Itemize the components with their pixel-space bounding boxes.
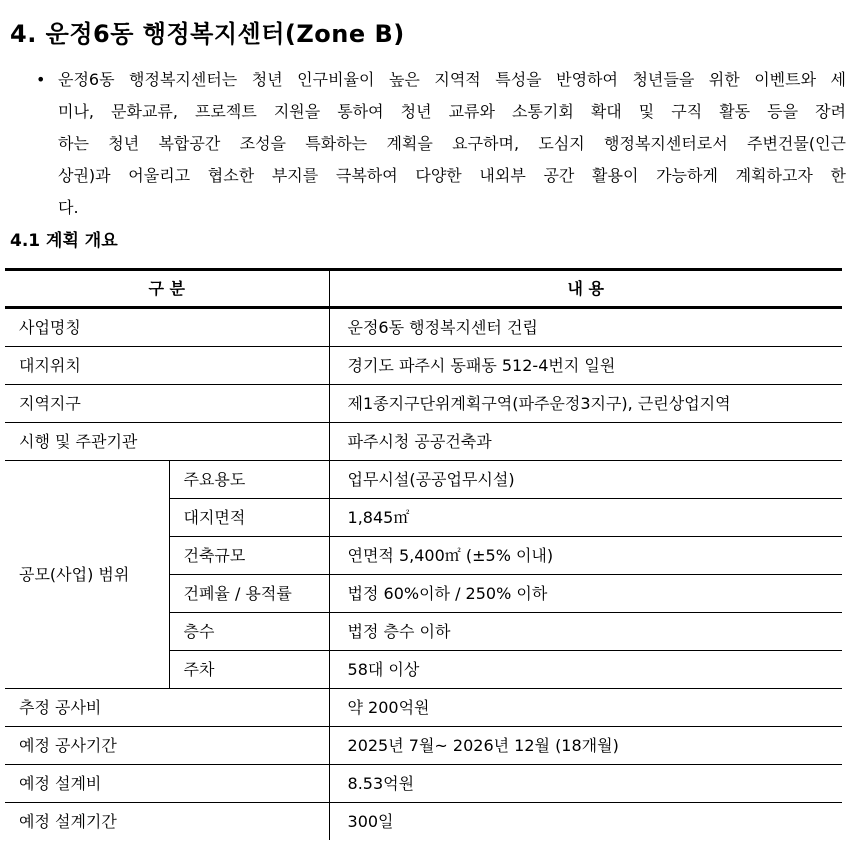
table-header-row (5, 270, 842, 308)
row-label: 예정 설계기간 (5, 803, 329, 841)
plan-overview-table (5, 268, 842, 840)
table-row (5, 423, 842, 461)
row-value: 8.53억원 (329, 765, 842, 803)
row-value: 파주시청 공공건축과 (329, 423, 842, 461)
row-value: 300일 (329, 803, 842, 841)
scope-label: 공모(사업) 범위 (5, 461, 169, 689)
row-sublabel: 주차 (169, 651, 329, 689)
table-row (5, 765, 842, 803)
header-content: 내 용 (329, 270, 842, 308)
row-value: 업무시설(공공업무시설) (329, 461, 842, 499)
row-sublabel: 층수 (169, 613, 329, 651)
paragraph-line: 미나, 문화교류, 프로젝트 지원을 통하여 청년 교류와 소통기회 확대 및 구직 활동 등을 장려 (58, 102, 846, 121)
row-label: 예정 공사기간 (5, 727, 329, 765)
subsection-title: 4.1 계획 개요 (10, 231, 118, 251)
row-label: 예정 설계비 (5, 765, 329, 803)
table-row (5, 727, 842, 765)
row-value: 제1종지구단위계획구역(파주운정3지구), 근린상업지역 (329, 385, 842, 423)
row-value: 법정 60%이하 / 250% 이하 (329, 575, 842, 613)
row-value: 1,845㎡ (329, 499, 842, 537)
section-title: 4. 운정6동 행정복지센터(Zone B) (10, 20, 405, 48)
row-sublabel: 대지면적 (169, 499, 329, 537)
table-row (5, 347, 842, 385)
row-label: 시행 및 주관기관 (5, 423, 329, 461)
row-label: 대지위치 (5, 347, 329, 385)
row-label: 추정 공사비 (5, 689, 329, 727)
table-row (5, 803, 842, 841)
row-value: 경기도 파주시 동패동 512-4번지 일원 (329, 347, 842, 385)
header-category: 구 분 (5, 270, 329, 308)
row-label: 지역지구 (5, 385, 329, 423)
row-sublabel: 건폐율 / 용적률 (169, 575, 329, 613)
table-row (5, 689, 842, 727)
bullet-dot-icon: • (36, 70, 46, 89)
row-value: 2025년 7월~ 2026년 12월 (18개월) (329, 727, 842, 765)
row-value: 연면적 5,400㎡ (±5% 이내) (329, 537, 842, 575)
bullet-paragraph (58, 64, 846, 224)
paragraph-line: 운정6동 행정복지센터는 청년 인구비율이 높은 지역적 특성을 반영하여 청년들을 위한 이벤트와 세 (58, 70, 846, 89)
row-value: 58대 이상 (329, 651, 842, 689)
row-sublabel: 주요용도 (169, 461, 329, 499)
table-row (5, 461, 842, 499)
row-value: 운정6동 행정복지센터 건립 (329, 308, 842, 347)
paragraph-line: 상권)과 어울리고 협소한 부지를 극복하여 다양한 내외부 공간 활용이 가능하게 계획하고자 한 (58, 166, 846, 185)
row-value: 법정 층수 이하 (329, 613, 842, 651)
table-row (5, 385, 842, 423)
paragraph-line: 다. (58, 198, 79, 217)
table-row (5, 308, 842, 347)
row-sublabel: 건축규모 (169, 537, 329, 575)
row-label: 사업명칭 (5, 308, 329, 347)
row-value: 약 200억원 (329, 689, 842, 727)
paragraph-line: 하는 청년 복합공간 조성을 특화하는 계획을 요구하며, 도심지 행정복지센터로서 주변건물(인근 (58, 134, 846, 153)
